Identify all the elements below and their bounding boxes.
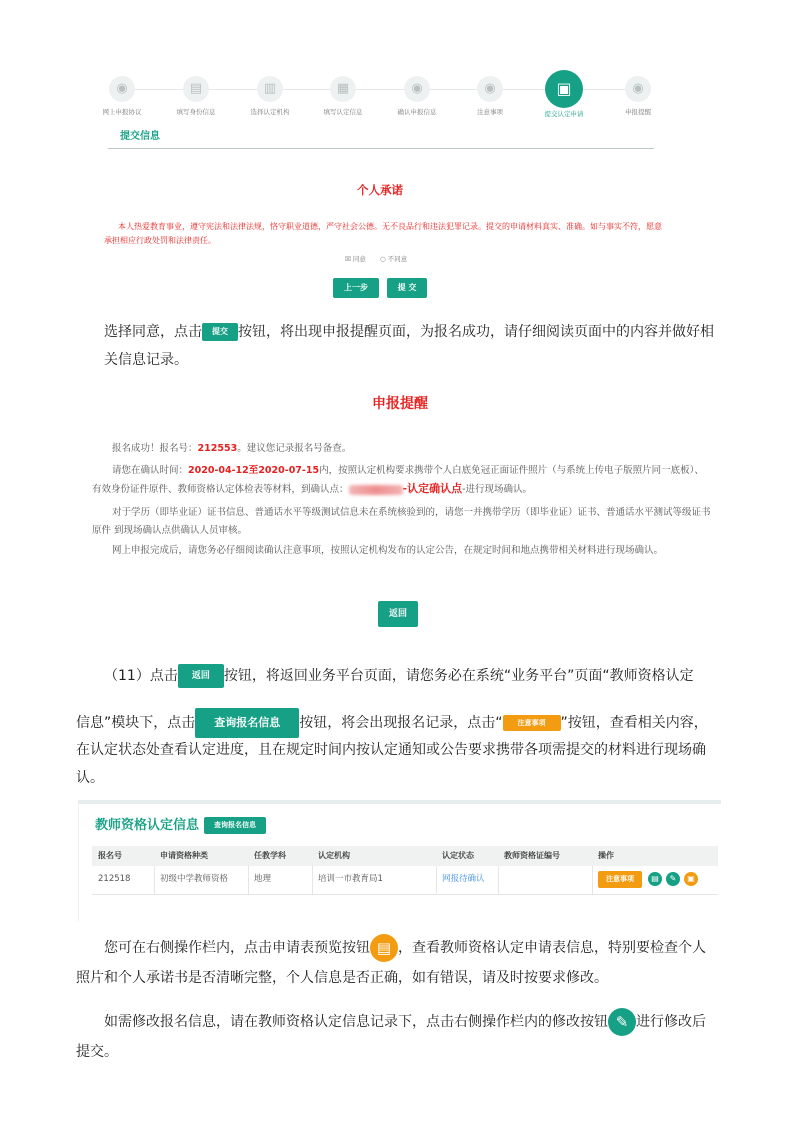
- cell-divider: [436, 866, 437, 894]
- cell-divider: [154, 866, 155, 894]
- cell-divider: [312, 866, 313, 894]
- header-institution: 认定机构: [318, 851, 350, 860]
- agree-radio[interactable]: ☒ 同意: [345, 255, 366, 263]
- step-agreement[interactable]: [92, 74, 152, 117]
- instruction-paragraph-2-line-3: [76, 736, 706, 764]
- instruction-paragraph-2-line-1: [104, 662, 694, 690]
- inline-return-button: 返回: [178, 664, 224, 688]
- inline-notice-button: 注意事项: [503, 715, 561, 731]
- cell-divider: [592, 866, 593, 894]
- disagree-radio[interactable]: ○ 不同意: [379, 255, 408, 263]
- section-divider: [108, 148, 654, 149]
- para-text: 按钮，将出现申报提醒页面，为报名成功，请仔细阅读页面中的内容并做好相关信息记录。: [104, 324, 714, 368]
- instruction-paragraph-3-line-1: [104, 934, 706, 962]
- reminder-title: 申报提醒: [372, 396, 428, 412]
- edit-icon: ✎: [608, 1008, 636, 1036]
- disagree-label: 不同意: [387, 255, 408, 263]
- para-text: 提交。: [76, 1044, 118, 1060]
- doc-icon[interactable]: ▣: [684, 872, 698, 886]
- building-icon: ▥: [257, 76, 283, 102]
- cell-divider: [498, 866, 499, 894]
- instruction-paragraph-4-line-2: [76, 1038, 118, 1066]
- reminder-line-3: [92, 504, 712, 540]
- step-notice[interactable]: [460, 74, 520, 117]
- section-title: 提交信息: [120, 131, 160, 142]
- eye-icon: ◉: [404, 76, 430, 102]
- para-text: 认。: [76, 770, 104, 786]
- form-icon: ▦: [330, 76, 356, 102]
- step-label: 网上申报协议: [102, 108, 142, 116]
- header-cert-type: 申请资格种类: [160, 851, 208, 860]
- step-submit[interactable]: [534, 74, 594, 119]
- table-row: [92, 866, 718, 895]
- header-status: 认定状态: [442, 851, 474, 860]
- para-text: 信息”模块下，点击: [76, 715, 196, 731]
- registration-number: 212553: [197, 443, 238, 454]
- confirm-point: -认定确认点: [402, 482, 463, 495]
- reminder-line-2: [92, 462, 712, 499]
- para-text: 按钮，将会出现报名记录，点击“: [299, 715, 503, 731]
- cell-institution: 培训一市教育局1: [318, 874, 383, 884]
- cell-subject: 地理: [254, 874, 272, 884]
- para-text: 您可在右侧操作栏内，点击申请表预览按钮: [104, 940, 370, 956]
- step-label: 选择认定机构: [250, 108, 290, 116]
- step-label: 提交认定申请: [544, 110, 584, 118]
- instruction-paragraph-2-line-2: [76, 708, 708, 738]
- inline-query-button: 查询报名信息: [195, 708, 299, 738]
- submit-button[interactable]: 提 交: [387, 278, 427, 298]
- header-cert-number: 教师资格证编号: [504, 851, 560, 860]
- date-to: 至: [248, 465, 259, 476]
- reminder-line-1: [92, 440, 712, 458]
- stepper: [100, 74, 660, 134]
- reminder-text: 网上申报完成后，请您务必仔细阅读确认注意事项，按照认定机构发布的认定公告，在规定时间和地点携带相关材料进行现场确认。: [112, 545, 664, 556]
- edit-icon[interactable]: ✎: [666, 872, 680, 886]
- panel-title: 教师资格认定信息: [95, 818, 200, 833]
- para-text: 在认定状态处查看认定进度，且在规定时间内按认定通知或公告要求携带各项需提交的材料进行现场确: [76, 742, 706, 758]
- form-preview-icon: ▤: [370, 934, 398, 962]
- reminder-text: 对于学历（即毕业证）证书信息、普通话水平等级测试信息未在系统核验到的，请您一并携带学历（即毕业证）证书、普通话水平测试等级证书原件 到现场确认点供确认人员审核。: [92, 507, 711, 536]
- step-label: 填写认定信息: [323, 108, 363, 116]
- agree-radio-group: [345, 254, 419, 263]
- step-institution[interactable]: [240, 74, 300, 117]
- step-label: 申报提醒: [625, 108, 651, 116]
- step-label: 确认申报信息: [397, 108, 437, 116]
- eye-icon: ◉: [109, 76, 135, 102]
- step-confirm[interactable]: [387, 74, 447, 117]
- submit-doc-icon: ▣: [545, 70, 583, 108]
- step-label: 注意事项: [477, 108, 503, 116]
- promise-text: 本人热爱教育事业，遵守宪法和法律法规，恪守职业道德，严守社会公德。无不良品行和违法犯罪记录。提交的申请材料真实、准确。如与事实不符，愿意承担相应行政处罚和法律责任。: [104, 222, 662, 245]
- step-cert-info[interactable]: [313, 74, 373, 117]
- reminder-line-4: [92, 542, 712, 560]
- instruction-paragraph-3-line-2: [76, 964, 608, 992]
- table-header: [92, 846, 718, 866]
- notice-button[interactable]: 注意事项: [598, 871, 642, 888]
- step-reminder[interactable]: [608, 74, 668, 117]
- query-registration-button[interactable]: 查询报名信息: [204, 817, 266, 834]
- cell-cert-type: 初级中学教师资格: [160, 874, 229, 884]
- para-text: ”按钮，查看相关内容，: [560, 715, 708, 731]
- return-button[interactable]: 返回: [378, 601, 418, 627]
- instruction-paragraph-2-line-4: [76, 764, 104, 792]
- agree-label: 同意: [352, 255, 366, 263]
- promise-title: 个人承诺: [357, 183, 403, 197]
- cell-divider: [248, 866, 249, 894]
- document-icon: ▤: [183, 76, 209, 102]
- reminder-text: 。建议您记录报名号备查。: [237, 443, 352, 454]
- eye-icon: ◉: [477, 76, 503, 102]
- para-text: 照片和个人承诺书是否清晰完整，个人信息是否正确，如有错误，请及时按要求修改。: [76, 970, 608, 986]
- reminder-text: 内，按照认定机构要求携带个人白底免冠正面证件照片（与系统上传电子版照片同一底板）、有效身份证件原件、教师资格认定体检表等材料，到确认点：: [92, 465, 704, 495]
- header-reg-no: 报名号: [98, 851, 122, 860]
- date-end: 2020-07-15: [258, 465, 320, 476]
- redacted-location: [349, 485, 403, 495]
- date-start: 2020-04-12: [188, 465, 249, 476]
- prev-step-button[interactable]: 上一步: [333, 278, 379, 298]
- step-label: 填写身份信息: [176, 108, 216, 116]
- inline-submit-button: 提交: [202, 323, 238, 341]
- para-text: 进行修改后: [636, 1014, 706, 1030]
- preview-icon[interactable]: ▤: [648, 872, 662, 886]
- para-text: （11）点击: [104, 668, 178, 684]
- reminder-text: -进行现场确认。: [462, 484, 533, 495]
- cell-status-link[interactable]: 网报待确认: [442, 874, 485, 884]
- step-identity[interactable]: [166, 74, 226, 117]
- header-actions: 操作: [598, 851, 614, 860]
- reminder-text: 报名成功！报名号：: [112, 443, 198, 454]
- para-text: 如需修改报名信息，请在教师资格认定信息记录下，点击右侧操作栏内的修改按钮: [104, 1014, 608, 1030]
- para-text: ，查看教师资格认定申请表信息，特别要检查个人: [398, 940, 706, 956]
- cell-reg-no: 212518: [98, 874, 131, 884]
- eye-icon: ◉: [625, 76, 651, 102]
- para-text: 选择同意，点击: [104, 324, 202, 340]
- instruction-paragraph-1: [104, 318, 724, 374]
- para-text: 按钮，将返回业务平台页面，请您务必在系统“业务平台”页面“教师资格认定: [223, 668, 694, 684]
- reminder-text: 请您在确认时间：: [112, 465, 189, 476]
- header-subject: 任教学科: [254, 851, 286, 860]
- instruction-paragraph-4-line-1: [104, 1008, 706, 1036]
